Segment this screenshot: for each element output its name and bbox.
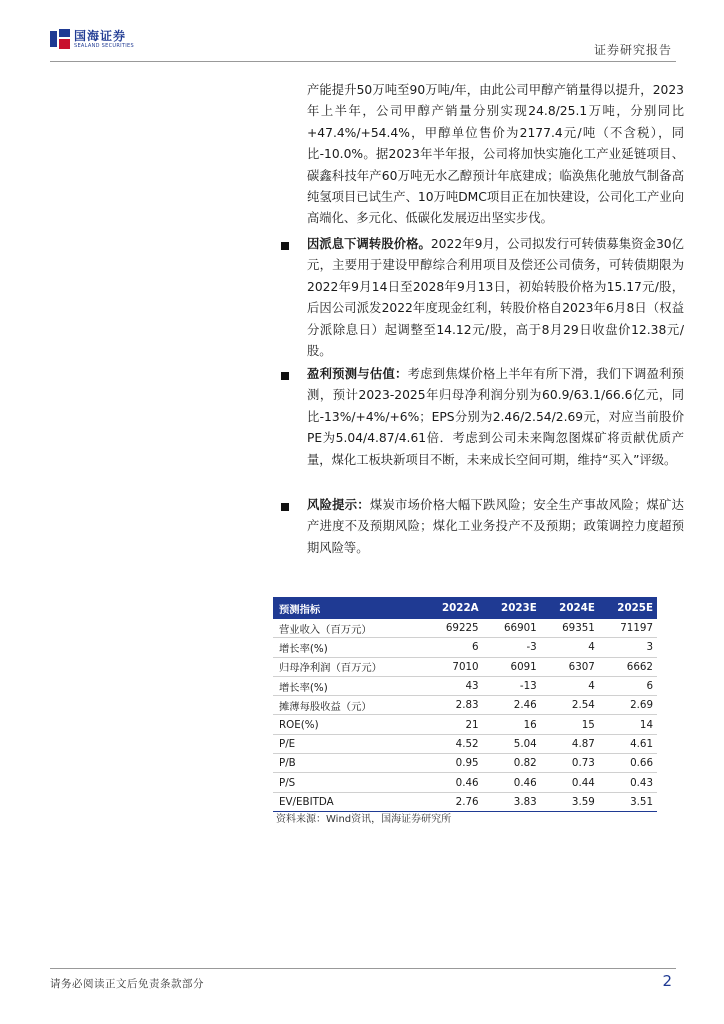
table-row xyxy=(273,638,657,657)
paragraph-body: 2022年9月，公司拟发行可转债募集资金30亿元，主要用于建设甲醇综合利用项目及偿还公司债务，可转债期限为2022年9月14日至2028年9月13日，初始转股价格为15.17元/股，后因公司派发2022年度现金红利，转股价格自2023年6月8日（权益分派除息日）起调整至14.12元/股，高于8月29日收盘价12.38元/股。 xyxy=(307,237,684,359)
table-cell: 0.43 xyxy=(599,773,657,792)
table-cell: 4 xyxy=(541,676,599,695)
page-header xyxy=(0,0,724,62)
table-cell: 2.69 xyxy=(599,696,657,715)
table-cell: 0.46 xyxy=(423,773,482,792)
logo-text-en: SEALAND SECURITIES xyxy=(74,42,134,49)
row-label: 摊薄每股收益（元） xyxy=(273,696,423,715)
logo-text-cn: 国海证券 xyxy=(74,28,127,43)
table-cell: 6091 xyxy=(483,657,541,676)
table-cell: 0.82 xyxy=(483,754,541,773)
table-cell: 4.52 xyxy=(423,734,482,753)
table-row xyxy=(273,676,657,695)
table-row xyxy=(273,715,657,734)
table-cell: 66901 xyxy=(483,619,541,638)
page-number: 2 xyxy=(662,972,672,990)
paragraph-convertible-bond xyxy=(307,234,684,362)
table-cell: 2.76 xyxy=(423,792,482,811)
table-cell: 16 xyxy=(483,715,541,734)
table-cell: 6 xyxy=(599,676,657,695)
table-cell: -3 xyxy=(483,638,541,657)
table-row xyxy=(273,792,657,811)
table-cell: 3.59 xyxy=(541,792,599,811)
table-cell: 4.87 xyxy=(541,734,599,753)
table-cell: 21 xyxy=(423,715,482,734)
table-row xyxy=(273,657,657,676)
table-cell: 6662 xyxy=(599,657,657,676)
table-cell: 2.54 xyxy=(541,696,599,715)
row-label: EV/EBITDA xyxy=(273,792,423,811)
company-logo xyxy=(50,29,134,49)
table-cell: 0.66 xyxy=(599,754,657,773)
logo-mark-icon xyxy=(50,29,70,49)
row-label: 增长率(%) xyxy=(273,638,423,657)
paragraph-body: 考虑到焦煤价格上半年有所下滑，我们下调盈利预测，预计2023-2025年归母净利润分别为60.9/63.1/66.6亿元，同比-13%/+4%/+6%；EPS分别为2.46/2.54/2.69元，对应当前股价PE为5.04/4.87/4.61倍．考虑到公司未来陶忽图煤矿将贡献优质产量，煤化工板块新项目不断，未来成长空间可期，维持“买入”评级。 xyxy=(307,367,684,467)
table-row xyxy=(273,619,657,638)
table-cell: 0.95 xyxy=(423,754,482,773)
table-cell: 6307 xyxy=(541,657,599,676)
table-cell: 7010 xyxy=(423,657,482,676)
paragraph-lead: 因派息下调转股价格。 xyxy=(307,237,431,251)
table-header-cell: 2024E xyxy=(541,597,599,619)
table-row xyxy=(273,696,657,715)
table-source-note: 资料来源：Wind资讯，国海证券研究所 xyxy=(276,814,452,825)
row-label: P/S xyxy=(273,773,423,792)
table-cell: 2.46 xyxy=(483,696,541,715)
paragraph-earnings-forecast xyxy=(307,364,684,471)
row-label: P/E xyxy=(273,734,423,753)
paragraph-risk-warning xyxy=(307,495,684,559)
paragraph-lead: 盈利预测与估值： xyxy=(307,367,408,381)
table-cell: 6 xyxy=(423,638,482,657)
bullet-square-icon xyxy=(281,242,289,250)
table-cell: 3.83 xyxy=(483,792,541,811)
table-cell: 43 xyxy=(423,676,482,695)
table-row xyxy=(273,754,657,773)
row-label: P/B xyxy=(273,754,423,773)
row-label: ROE(%) xyxy=(273,715,423,734)
table-header-cell: 2025E xyxy=(599,597,657,619)
header-divider xyxy=(50,61,676,62)
table-cell: 14 xyxy=(599,715,657,734)
table-cell: 3.51 xyxy=(599,792,657,811)
row-label: 增长率(%) xyxy=(273,676,423,695)
footer-divider xyxy=(50,968,676,969)
table-cell: 4 xyxy=(541,638,599,657)
bullet-square-icon xyxy=(281,372,289,380)
table-cell: 2.83 xyxy=(423,696,482,715)
table-cell: 15 xyxy=(541,715,599,734)
table-header-row xyxy=(273,597,657,619)
footer-disclaimer: 请务必阅读正文后免责条款部分 xyxy=(50,978,204,990)
table-cell: 69225 xyxy=(423,619,482,638)
table-cell: 69351 xyxy=(541,619,599,638)
table-row xyxy=(273,734,657,753)
table-cell: 0.46 xyxy=(483,773,541,792)
table-cell: 0.44 xyxy=(541,773,599,792)
table-header-cell: 2023E xyxy=(483,597,541,619)
row-label: 归母净利润（百万元） xyxy=(273,657,423,676)
table-cell: 4.61 xyxy=(599,734,657,753)
table-cell: 5.04 xyxy=(483,734,541,753)
row-label: 营业收入（百万元） xyxy=(273,619,423,638)
report-type-label: 证券研究报告 xyxy=(593,43,672,57)
table-row xyxy=(273,773,657,792)
bullet-square-icon xyxy=(281,503,289,511)
paragraph-lead: 风险提示： xyxy=(307,498,370,512)
table-cell: 3 xyxy=(599,638,657,657)
table-header-cell: 2022A xyxy=(423,597,482,619)
paragraph-body: 煤炭市场价格大幅下跌风险；安全生产事故风险；煤矿达产进度不及预期风险；煤化工业务投产不及预期；政策调控力度超预期风险等。 xyxy=(307,498,684,555)
forecast-table xyxy=(273,597,657,812)
table-header-cell: 预测指标 xyxy=(273,597,423,619)
paragraph-chemical-capacity: 产能提升50万吨至90万吨/年，由此公司甲醇产销量得以提升，2023年上半年，公司甲醇产销量分别实现24.8/25.1万吨，分别同比+47.4%/+54.4%，甲醇单位售价为2177.4元/吨（不含税），同比-10.0%。据2023年半年报，公司将加快实施化工产业延链项目、碳鑫科技年产60万吨无水乙醇预计年底建成；临涣焦化驰放气制备高纯氢项目已试生产、10万吨DMC项目正在加快建设，公司化工产业向高端化、多元化、低碳化发展迈出坚实步伐。 xyxy=(307,83,684,226)
table-cell: -13 xyxy=(483,676,541,695)
table-cell: 0.73 xyxy=(541,754,599,773)
table-cell: 71197 xyxy=(599,619,657,638)
